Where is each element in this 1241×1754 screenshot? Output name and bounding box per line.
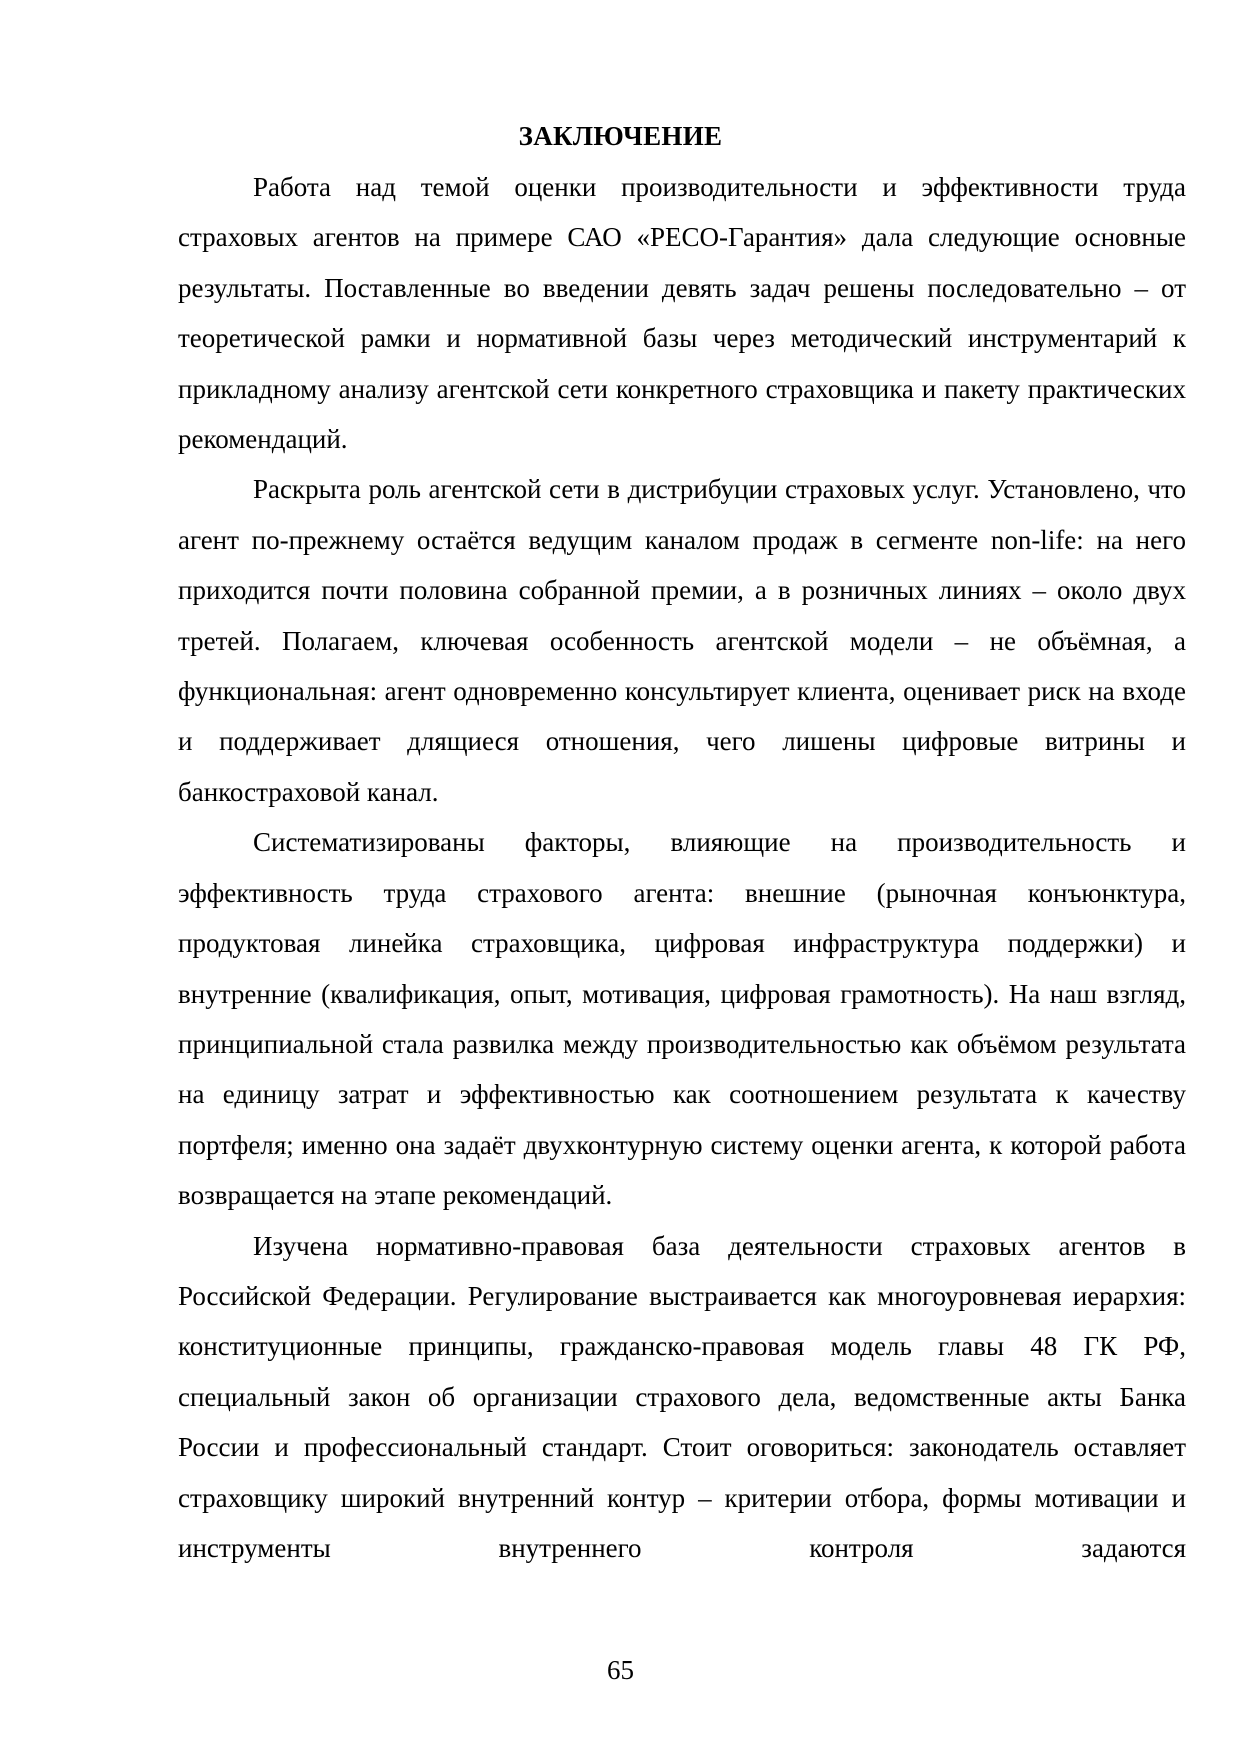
paragraph-agent-role: Раскрыта роль агентской сети в дистрибуции страховых услуг. Установлено, что агент по-прежнему остаётся ведущим каналом продаж в сегменте non-life: на него приходится почти половина собранной премии, а в розничных линиях – около двух третей. Полагаем, ключевая особенность агентской модели – не объёмная, а функциональная: агент одновременно консультирует клиента, оценивает риск на входе и поддерживает длящиеся отношения, чего лишены цифровые витрины и банкостраховой канал. — [178, 474, 1186, 807]
page-number: 65 — [607, 1655, 634, 1685]
paragraph-factors: Систематизированы факторы, влияющие на производительность и эффективность труда страхового агента: внешние (рыночная конъюнктура, продуктовая линейка страховщика, цифровая инфраструктура поддержки) и внутренние (квалификация, опыт, мотивация, цифровая грамотность). На наш взгляд, принципиальной стала развилка между производительностью как объёмом результата на единицу затрат и эффективностью как соотношением результата к качеству портфеля; именно она задаёт двухконтурную систему оценки агента, к которой работа возвращается на этапе рекомендаций. — [178, 827, 1186, 1211]
paragraph-legal-base: Изучена нормативно-правовая база деятельности страховых агентов в Российской Федерации. Регулирование выстраивается как многоуровневая иерархия: конституционные принципы, гражданско-правовая модель главы 48 ГК РФ, специальный закон об организации страхового дела, ведомственные акты Банка России и профессиональный стандарт. Стоит оговориться: законодатель оставляет страховщику широкий внутренний контур – критерии отбора, формы мотивации и инструменты внутреннего контроля задаются — [178, 1230, 1186, 1563]
section-title: ЗАКЛЮЧЕНИЕ — [518, 121, 723, 151]
paragraph-results: Работа над темой оценки производительности и эффективности труда страховых агентов на примере САО «РЕСО-Гарантия» дала следующие основные результаты. Поставленные во введении девять задач решены последовательно – от теоретической рамки и нормативной базы через методический инструментарий к прикладному анализу агентской сети конкретного страховщика и пакету практических рекомендаций. — [178, 172, 1186, 455]
body-text — [178, 162, 1186, 1573]
